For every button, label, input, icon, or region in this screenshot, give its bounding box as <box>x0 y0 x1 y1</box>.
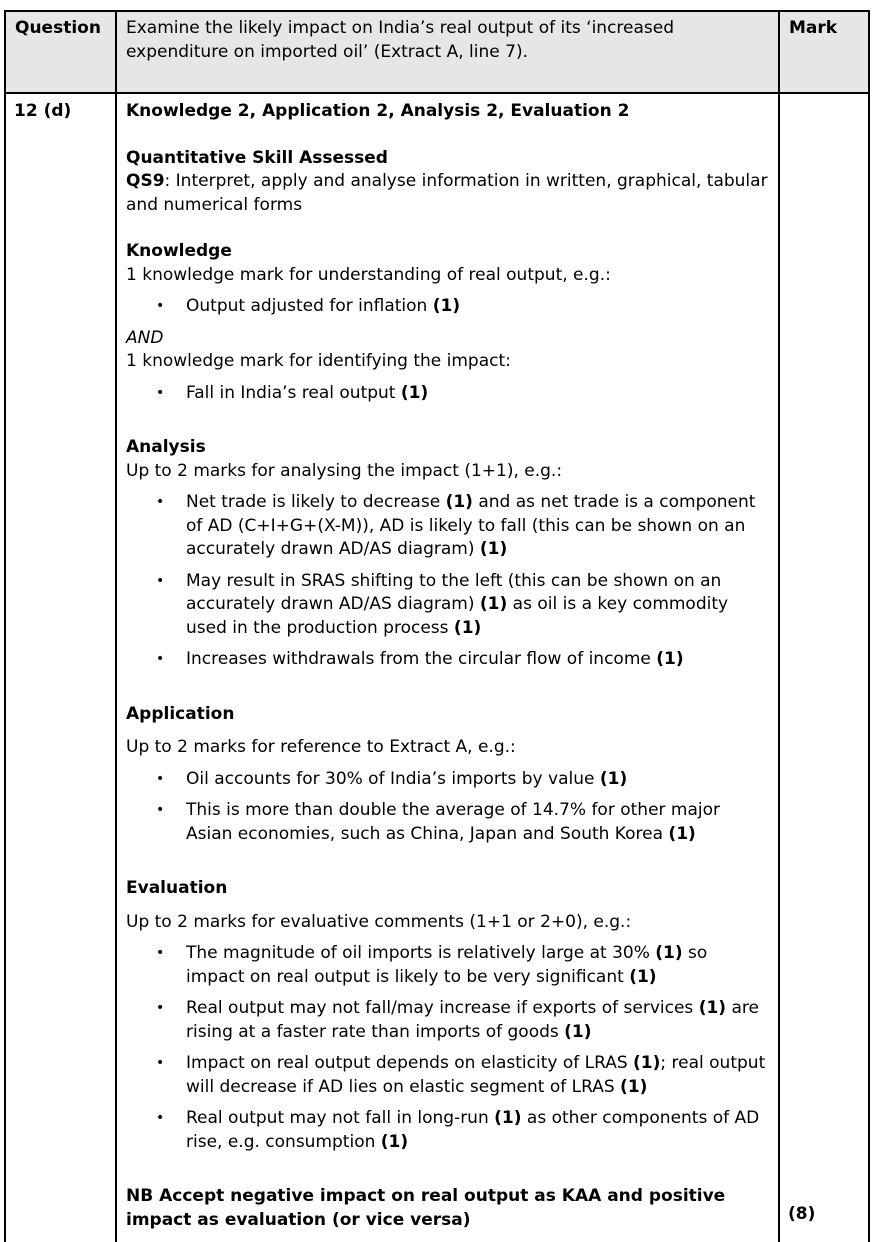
evaluation-intro: Up to 2 marks for evaluative comments (1+1 or 2+0), e.g.: <box>126 911 632 932</box>
bullet-text: Net trade is likely to decrease (1) and as net trade is a component of AD (C+I+G+(X-M)), AD is likely to fall (this can be shown on an accurately drawn AD/AS diagram) (1) <box>186 492 756 559</box>
mark-value-cell <box>779 93 869 1242</box>
bullet-item <box>156 768 768 792</box>
mark-scheme-content <box>126 100 768 1232</box>
question-prompt: Examine the likely impact on India’s real output of its ‘increased expenditure on imported oil’ (Extract A, line 7). <box>116 11 779 93</box>
bullet-text: Real output may not fall/may increase if exports of services (1) are rising at a faster rate than imports of goods (1) <box>186 998 759 1042</box>
and-connector: AND <box>126 327 164 348</box>
bullet-item <box>156 1107 768 1154</box>
mark-scheme-content-cell <box>116 93 779 1242</box>
bullet-text: Real output may not fall in long-run (1) as other components of AD rise, e.g. consumption (1) <box>186 1108 760 1152</box>
spacer <box>126 680 768 703</box>
bullet-icon: • <box>156 572 165 589</box>
mark-scheme-table <box>4 10 870 1242</box>
analysis-heading: Analysis <box>126 437 206 457</box>
spacer <box>126 901 768 911</box>
spacer <box>126 726 768 736</box>
spacer <box>126 413 768 436</box>
bullet-text: This is more than double the average of 14.7% for other major Asian economies, such as China, Japan and South Korea (1) <box>186 800 721 844</box>
spacer <box>126 217 768 240</box>
spacer <box>126 1162 768 1185</box>
bullet-icon: • <box>156 494 165 510</box>
bullet-icon: • <box>156 651 165 667</box>
analysis-intro: Up to 2 marks for analysing the impact (1+1), e.g.: <box>126 460 563 481</box>
bullet-icon: • <box>156 770 165 787</box>
knowledge-intro-1: 1 knowledge mark for understanding of real output, e.g.: <box>126 264 611 285</box>
application-intro: Up to 2 marks for reference to Extract A, e.g.: <box>126 737 516 757</box>
application-heading: Application <box>126 703 235 724</box>
bullet-item <box>156 997 768 1044</box>
bullet-text: Oil accounts for 30% of India’s imports by value (1) <box>186 768 628 789</box>
bullet-item <box>156 942 768 989</box>
bullet-item <box>156 382 768 406</box>
knowledge-heading: Knowledge <box>126 241 232 261</box>
bullet-item <box>156 648 768 672</box>
bullet-item <box>156 799 768 846</box>
spacer <box>126 124 768 147</box>
quantitative-skill-text: QS9: Interpret, apply and analyse information in written, graphical, tabular and numerical forms <box>126 171 768 215</box>
kaa-summary-heading: Knowledge 2, Application 2, Analysis 2, Evaluation 2 <box>126 101 630 121</box>
bullet-text: Increases withdrawals from the circular flow of income (1) <box>186 649 684 669</box>
bullet-text: Fall in India’s real output (1) <box>186 382 429 403</box>
bullet-icon: • <box>156 1055 165 1071</box>
knowledge-intro-2: 1 knowledge mark for identifying the impact: <box>126 351 511 371</box>
bullet-icon: • <box>156 1110 165 1126</box>
bullet-icon: • <box>156 384 165 401</box>
bullet-icon: • <box>156 298 165 314</box>
table-body-row <box>5 93 869 1242</box>
bullet-icon: • <box>156 1000 165 1016</box>
bullet-item <box>156 491 768 562</box>
nb-note: NB Accept negative impact on real output as KAA and positive impact as evaluation (or vice versa) <box>126 1186 726 1230</box>
spacer <box>126 854 768 877</box>
bullet-text: May result in SRAS shifting to the left (this can be shown on an accurately drawn AD/AS diagram) (1) as oil is a key commodity used in the production process (1) <box>186 570 729 638</box>
bullet-icon: • <box>156 802 165 818</box>
question-column-header: Question <box>5 11 116 93</box>
evaluation-heading: Evaluation <box>126 878 228 898</box>
bullet-item <box>156 570 768 641</box>
bullet-text: Output adjusted for inflation (1) <box>186 296 461 316</box>
bullet-item <box>156 295 768 319</box>
mark-value: (8) <box>788 1203 816 1224</box>
bullet-text: The magnitude of oil imports is relatively large at 30% (1) so impact on real output is likely to be very significant (1) <box>186 943 708 987</box>
table-header-row <box>5 11 869 93</box>
bullet-item <box>156 1052 768 1099</box>
bullet-text: Impact on real output depends on elasticity of LRAS (1); real output will decrease if AD lies on elastic segment of LRAS (1) <box>186 1053 766 1097</box>
quantitative-skill-heading: Quantitative Skill Assessed <box>126 147 388 168</box>
mark-column-header: Mark <box>779 11 869 93</box>
bullet-icon: • <box>156 945 165 961</box>
question-number: 12 (d) <box>5 93 116 1242</box>
